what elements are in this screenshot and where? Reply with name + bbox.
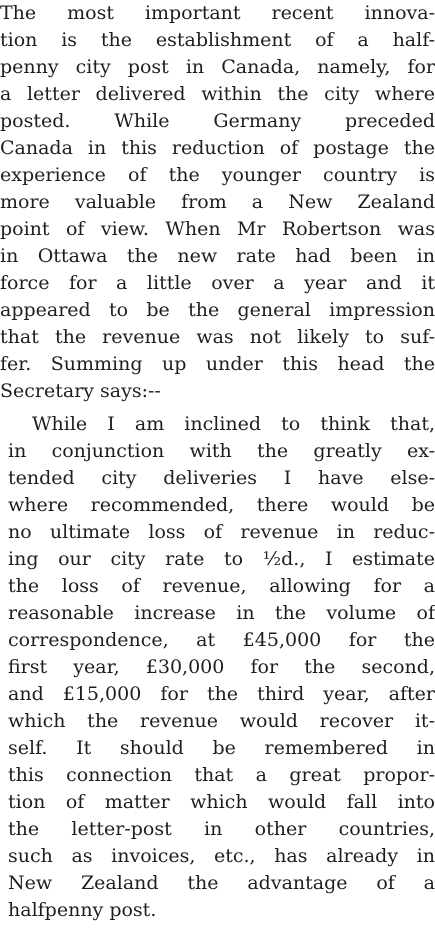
text-line: fer. Summing up under this head the <box>0 353 435 375</box>
text-line: Canada in this reduction of postage the <box>0 137 435 159</box>
text-line: New Zealand the advantage of a <box>8 872 435 894</box>
text-line: that the revenue was not likely to suf- <box>0 326 435 348</box>
text-line: this connection that a great propor- <box>8 764 435 786</box>
text-line: where recommended, there would be <box>8 494 435 516</box>
text-line: in Ottawa the new rate had been in <box>0 245 435 267</box>
text-line: correspondence, at £45,000 for the <box>8 629 435 651</box>
text-line: tion is the establishment of a half- <box>0 29 435 51</box>
text-line: posted. While Germany preceded <box>0 110 435 132</box>
text-line: first year, £30,000 for the second, <box>8 656 435 678</box>
text-line: such as invoices, etc., has already in <box>8 845 435 867</box>
text-line: Secretary says:-- <box>0 380 161 402</box>
text-line: which the revenue would recover it- <box>8 710 435 732</box>
text-line: reasonable increase in the volume of <box>8 602 435 624</box>
text-line: While I am inclined to think that, <box>32 413 435 435</box>
text-line: appeared to be the general impression <box>0 299 435 321</box>
text-line: the loss of revenue, allowing for a <box>8 575 435 597</box>
text-line: no ultimate loss of revenue in reduc- <box>8 521 435 543</box>
text-line: the letter-post in other countries, <box>8 818 435 840</box>
text-line: experience of the younger country is <box>0 164 435 186</box>
text-line: tion of matter which would fall into <box>8 791 435 813</box>
text-line: self. It should be remembered in <box>8 737 435 759</box>
text-line: and £15,000 for the third year, after <box>8 683 435 705</box>
text-line: in conjunction with the greatly ex- <box>8 440 435 462</box>
text-line: point of view. When Mr Robertson was <box>0 218 435 240</box>
text-line: halfpenny post. <box>8 899 157 921</box>
text-line: ing our city rate to ½d., I estimate <box>8 548 435 570</box>
text-line: more valuable from a New Zealand <box>0 191 435 213</box>
text-line: The most important recent innova- <box>0 2 435 24</box>
text-line: tended city deliveries I have else- <box>8 467 435 489</box>
text-line: a letter delivered within the city where <box>0 83 435 105</box>
text-line: penny city post in Canada, namely, for <box>0 56 435 78</box>
text-line: force for a little over a year and it <box>0 272 435 294</box>
